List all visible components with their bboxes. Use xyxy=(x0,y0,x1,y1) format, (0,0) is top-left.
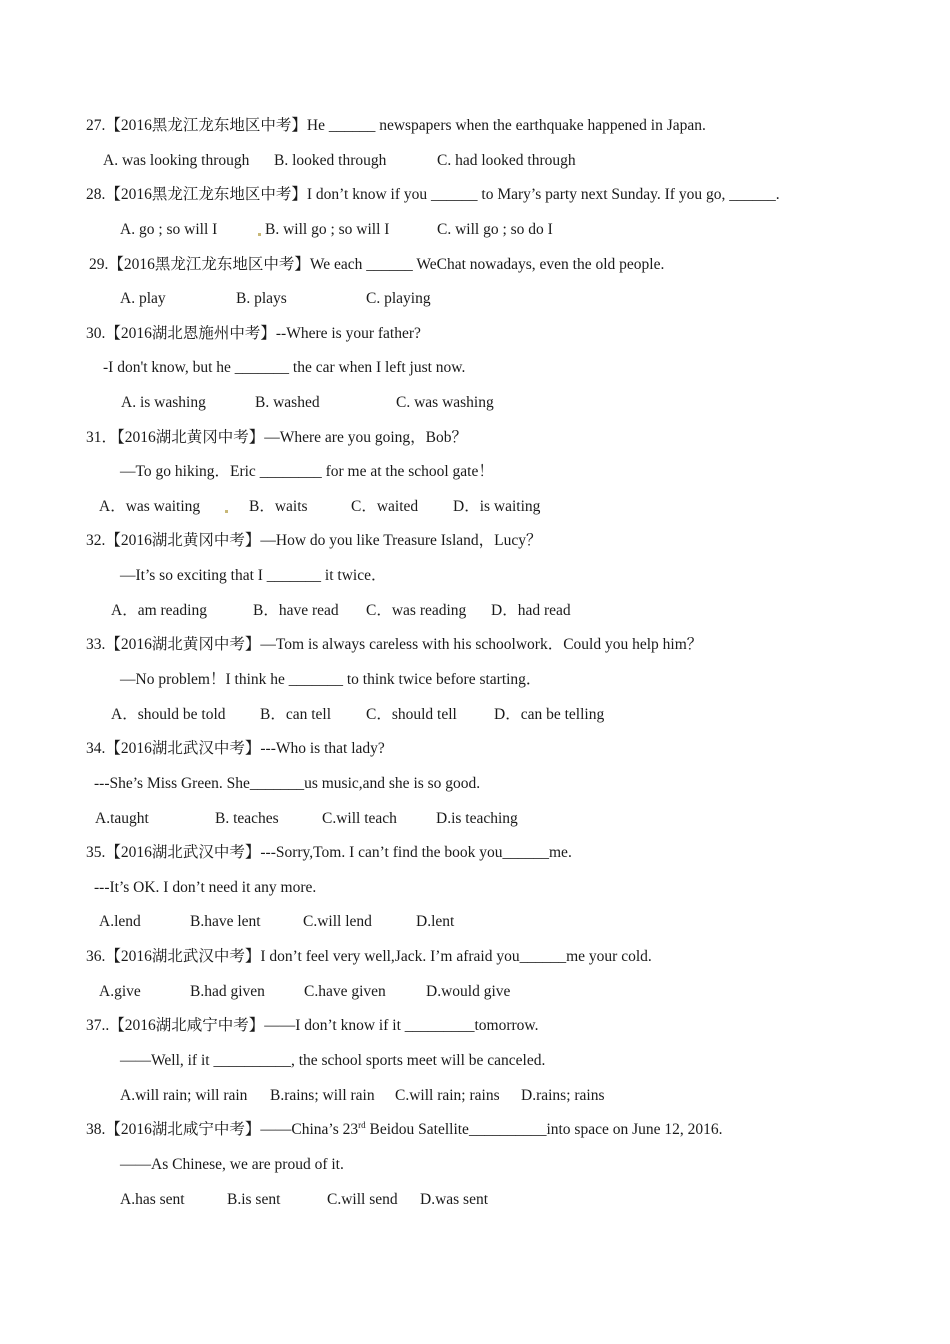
q35-option-b: B.have lent xyxy=(190,913,261,930)
q36-option-c: C.have given xyxy=(304,983,386,1000)
question-34-stem: 34.【2016湖北武汉中考】---Who is that lady? xyxy=(86,740,385,757)
q37-option-b: B.rains; will rain xyxy=(270,1087,375,1104)
q33-option-a: A．should be told xyxy=(111,706,226,723)
q34-option-c: C.will teach xyxy=(322,810,397,827)
question-30-stem: 30.【2016湖北恩施州中考】--Where is your father? xyxy=(86,325,421,342)
q38-option-b: B.is sent xyxy=(227,1191,281,1208)
q35-option-a: A.lend xyxy=(99,913,141,930)
q27-option-c: C. had looked through xyxy=(437,152,576,169)
q29-option-c: C. playing xyxy=(366,290,431,307)
stray-dot-mark xyxy=(258,233,261,236)
question-32-stem: 32.【2016湖北黄冈中考】—How do you like Treasure Island，Lucy？ xyxy=(86,532,542,549)
q29-option-a: A. play xyxy=(120,290,166,307)
q32-option-c: C．was reading xyxy=(366,602,467,619)
q33-option-c: C．should tell xyxy=(366,706,457,723)
question-29-stem: 29.【2016黑龙江龙东地区中考】We each ______ WeChat nowadays, even the old people. xyxy=(89,256,665,273)
q34-option-a: A.taught xyxy=(95,810,149,827)
question-34-answer-line: ---She’s Miss Green. She_______us music,and she is so good. xyxy=(94,775,481,792)
q31-option-b: B．waits xyxy=(249,498,308,515)
question-38-answer-line: ——As Chinese, we are proud of it. xyxy=(120,1156,344,1173)
question-33-stem: 33.【2016湖北黄冈中考】—Tom is always careless with his schoolwork．Could you help him？ xyxy=(86,636,703,653)
q35-option-c: C.will lend xyxy=(303,913,372,930)
q32-option-d: D．had read xyxy=(491,602,571,619)
q27-option-b: B. looked through xyxy=(274,152,387,169)
question-35-stem: 35.【2016湖北武汉中考】---Sorry,Tom. I can’t find the book you______me. xyxy=(86,844,572,861)
question-37-answer-line: ——Well, if it __________, the school sports meet will be canceled. xyxy=(120,1052,546,1069)
q28-option-b: B. will go ; so will I xyxy=(265,221,390,238)
q36-option-d: D.would give xyxy=(426,983,511,1000)
stray-dot-mark xyxy=(225,510,228,513)
question-27-stem: 27.【2016黑龙江龙东地区中考】He ______ newspapers when the earthquake happened in Japan. xyxy=(86,117,706,134)
question-38-stem xyxy=(86,1120,723,1140)
question-33-answer-line: —No problem！I think he _______ to think twice before starting． xyxy=(120,671,542,688)
question-30-answer-line: -I don't know, but he _______ the car when I left just now. xyxy=(103,359,466,376)
q30-option-c: C. was washing xyxy=(396,394,494,411)
q38-stem-start: 38.【2016湖北咸宁中考】——China’s 23 xyxy=(86,1121,359,1138)
q37-option-c: C.will rain; rains xyxy=(395,1087,500,1104)
q31-option-c: C．waited xyxy=(351,498,419,515)
question-35-answer-line: ---It’s OK. I don’t need it any more. xyxy=(94,879,317,896)
question-28-stem: 28.【2016黑龙江龙东地区中考】I don’t know if you ______ to Mary’s party next Sunday. If you go, ______. xyxy=(86,186,780,203)
q36-option-b: B.had given xyxy=(190,983,265,1000)
question-37-stem: 37..【2016湖北咸宁中考】——I don’t know if it _________tomorrow. xyxy=(86,1017,539,1034)
q30-option-b: B. washed xyxy=(255,394,320,411)
question-38-options xyxy=(0,1190,950,1290)
q30-option-a: A. is washing xyxy=(121,394,206,411)
q32-option-b: B．have read xyxy=(253,602,339,619)
q27-option-a: A. was looking through xyxy=(103,152,250,169)
q29-option-b: B. plays xyxy=(236,290,287,307)
q37-option-a: A.will rain; will rain xyxy=(120,1087,248,1104)
q31-option-d: D．is waiting xyxy=(453,498,541,515)
q38-option-d: D.was sent xyxy=(420,1191,489,1208)
q34-option-b: B. teaches xyxy=(215,810,279,827)
q37-option-d: D.rains; rains xyxy=(521,1087,605,1104)
q28-option-c: C. will go ; so do I xyxy=(437,221,553,238)
q31-option-a: A．was waiting xyxy=(99,498,201,515)
q33-option-b: B．can tell xyxy=(260,706,332,723)
q33-option-d: D．can be telling xyxy=(494,706,605,723)
q28-option-a: A. go ; so will I xyxy=(120,221,218,238)
q32-option-a: A．am reading xyxy=(111,602,207,619)
q38-option-a: A.has sent xyxy=(120,1191,185,1208)
q38-ordinal-superscript: rd xyxy=(358,1120,366,1130)
question-36-stem: 36.【2016湖北武汉中考】I don’t feel very well,Jack. I’m afraid you______me your cold. xyxy=(86,948,652,965)
question-31-answer-line: —To go hiking．Eric ________ for me at the school gate！ xyxy=(120,463,494,480)
q38-option-c: C.will send xyxy=(327,1191,398,1208)
q34-option-d: D.is teaching xyxy=(436,810,518,827)
q36-option-a: A.give xyxy=(99,983,141,1000)
question-31-stem: 31．【2016湖北黄冈中考】—Where are you going，Bob？ xyxy=(86,429,467,446)
q35-option-d: D.lent xyxy=(416,913,455,930)
q38-stem-end: Beidou Satellite__________into space on June 12, 2016. xyxy=(365,1121,723,1138)
question-32-answer-line: —It’s so exciting that I _______ it twice． xyxy=(120,567,387,584)
